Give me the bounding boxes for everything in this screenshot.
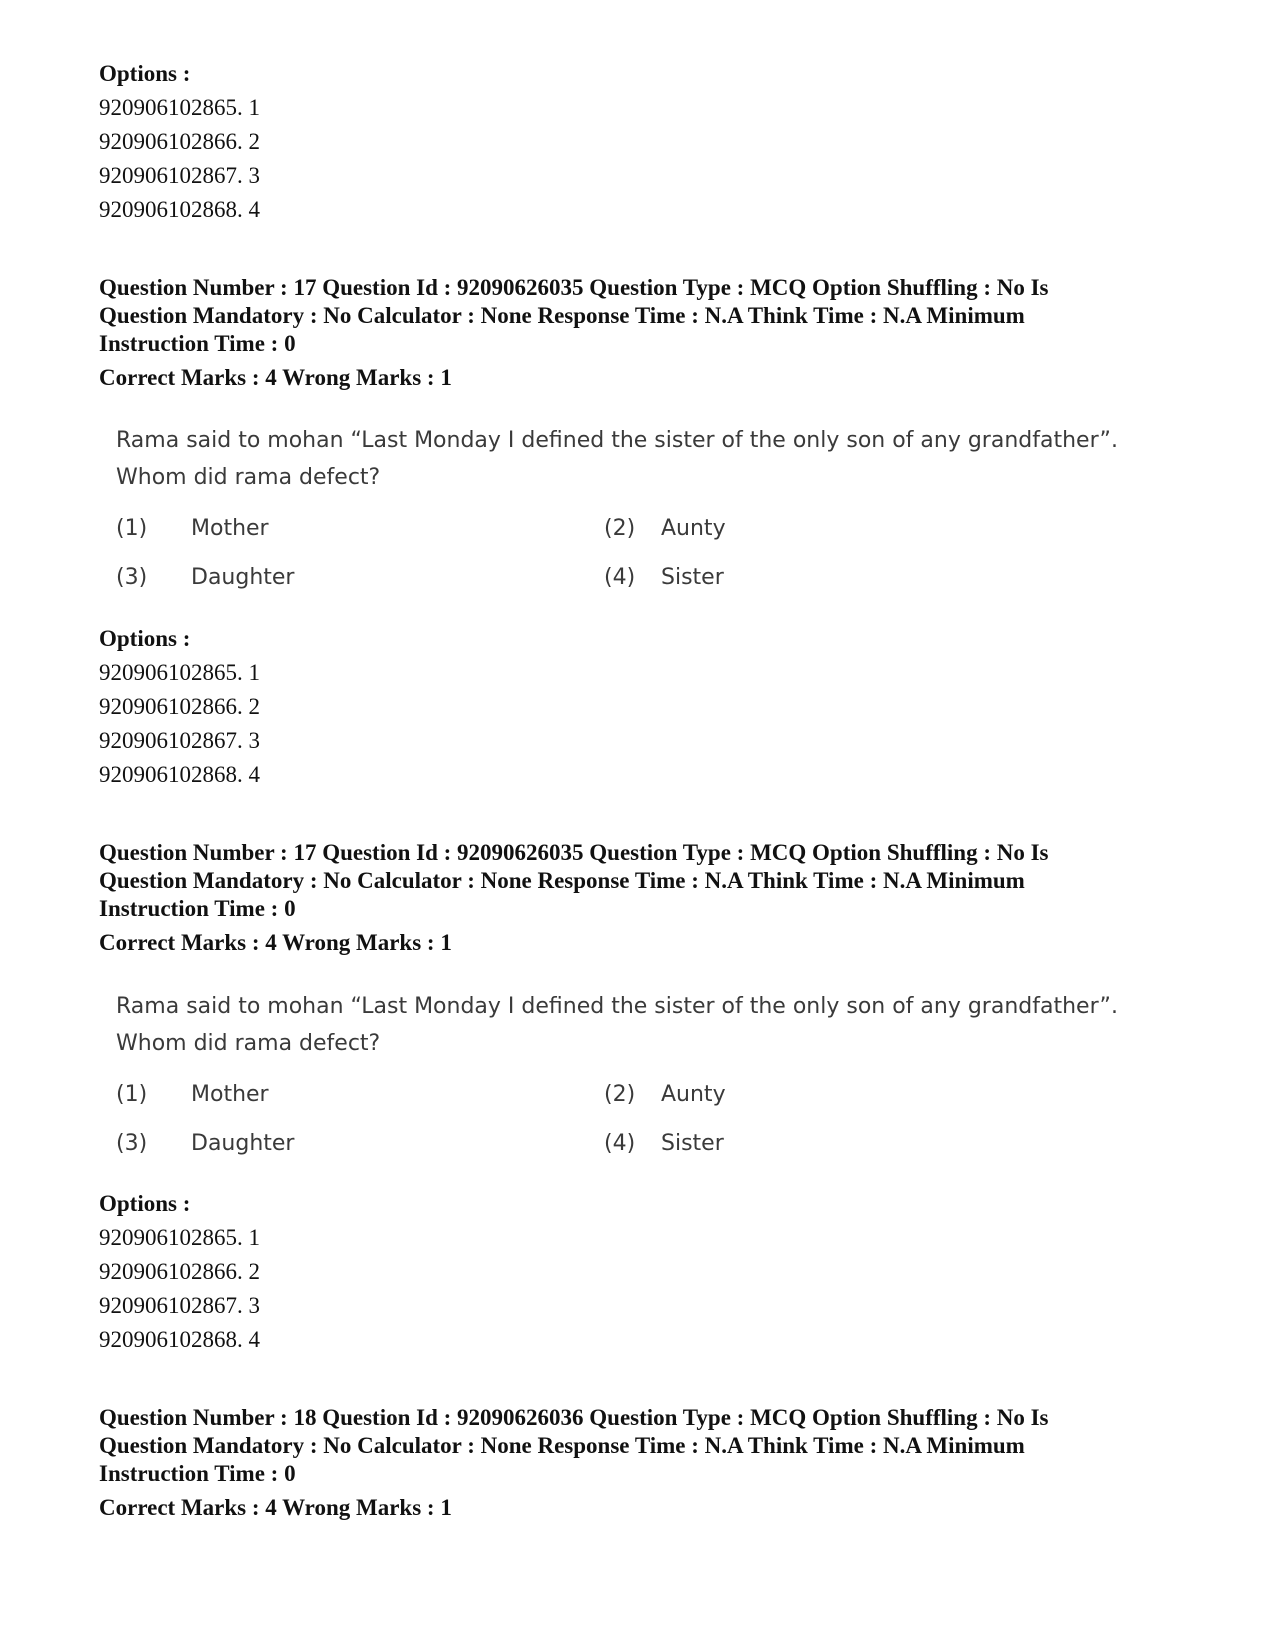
meta-line: Question Number : 18 Question Id : 92090626036 Question Type : MCQ Option Shuffling : No Is: [99, 1405, 1049, 1430]
question-body: [116, 988, 1176, 1178]
choice-number: (4): [604, 1131, 636, 1156]
meta-line: Question Mandatory : No Calculator : None Response Time : N.A Think Time : N.A Minimum: [99, 303, 1025, 328]
question-text-line: Whom did rama defect?: [116, 1031, 381, 1056]
choice-label: Daughter: [191, 565, 295, 590]
choice-number: (4): [604, 565, 636, 590]
question-meta: [99, 274, 1199, 392]
choice-label: Mother: [191, 516, 269, 541]
option-line: 920906102867. 3: [99, 1293, 260, 1318]
meta-line: Question Number : 17 Question Id : 92090626035 Question Type : MCQ Option Shuffling : No Is: [99, 275, 1049, 300]
question-text-line: Rama said to mohan “Last Monday I defined the sister of the only son of any grandfather”.: [116, 994, 1118, 1019]
choice-label: Sister: [661, 565, 724, 590]
meta-line: Question Number : 17 Question Id : 92090626035 Question Type : MCQ Option Shuffling : No Is: [99, 840, 1049, 865]
option-line: 920906102866. 2: [99, 694, 260, 719]
marks-line: Correct Marks : 4 Wrong Marks : 1: [99, 1495, 452, 1520]
marks-line: Correct Marks : 4 Wrong Marks : 1: [99, 930, 452, 955]
options-title: Options :: [99, 626, 191, 651]
options-title: Options :: [99, 61, 191, 86]
meta-line: Instruction Time : 0: [99, 896, 296, 921]
answer-choices: [116, 516, 1176, 612]
option-line: 920906102867. 3: [99, 163, 260, 188]
options-block: [99, 57, 260, 227]
meta-line: Instruction Time : 0: [99, 1461, 296, 1486]
answer-choice: [116, 516, 269, 541]
question-meta: [99, 839, 1199, 957]
option-line: 920906102867. 3: [99, 728, 260, 753]
marks-line: Correct Marks : 4 Wrong Marks : 1: [99, 365, 452, 390]
meta-line: Question Mandatory : No Calculator : None Response Time : N.A Think Time : N.A Minimum: [99, 1433, 1025, 1458]
choice-number: (1): [116, 516, 148, 541]
question-body: [116, 422, 1176, 612]
options-title: Options :: [99, 1191, 191, 1216]
choice-label: Mother: [191, 1082, 269, 1107]
choice-number: (1): [116, 1082, 148, 1107]
answer-choice: [604, 516, 726, 541]
answer-choice: [116, 1131, 294, 1156]
choice-number: (2): [604, 1082, 636, 1107]
meta-line: Instruction Time : 0: [99, 331, 296, 356]
choice-number: (3): [116, 1131, 148, 1156]
answer-choices: [116, 1082, 1176, 1178]
answer-choice: [604, 565, 724, 590]
option-line: 920906102868. 4: [99, 1327, 260, 1352]
option-line: 920906102865. 1: [99, 660, 260, 685]
choice-number: (3): [116, 565, 148, 590]
choice-label: Aunty: [661, 516, 726, 541]
option-line: 920906102868. 4: [99, 197, 260, 222]
option-line: 920906102865. 1: [99, 95, 260, 120]
question-meta: [99, 1404, 1199, 1522]
option-line: 920906102865. 1: [99, 1225, 260, 1250]
options-block: [99, 622, 260, 792]
question-text-line: Whom did rama defect?: [116, 465, 381, 490]
answer-choice: [604, 1131, 724, 1156]
options-block: [99, 1187, 260, 1357]
option-line: 920906102866. 2: [99, 1259, 260, 1284]
meta-line: Question Mandatory : No Calculator : None Response Time : N.A Think Time : N.A Minimum: [99, 868, 1025, 893]
choice-label: Aunty: [661, 1082, 726, 1107]
choice-number: (2): [604, 516, 636, 541]
answer-choice: [116, 565, 294, 590]
answer-choice: [604, 1082, 726, 1107]
choice-label: Daughter: [191, 1131, 295, 1156]
choice-label: Sister: [661, 1131, 724, 1156]
question-text-line: Rama said to mohan “Last Monday I defined the sister of the only son of any grandfather”.: [116, 428, 1118, 453]
option-line: 920906102868. 4: [99, 762, 260, 787]
option-line: 920906102866. 2: [99, 129, 260, 154]
answer-choice: [116, 1082, 269, 1107]
